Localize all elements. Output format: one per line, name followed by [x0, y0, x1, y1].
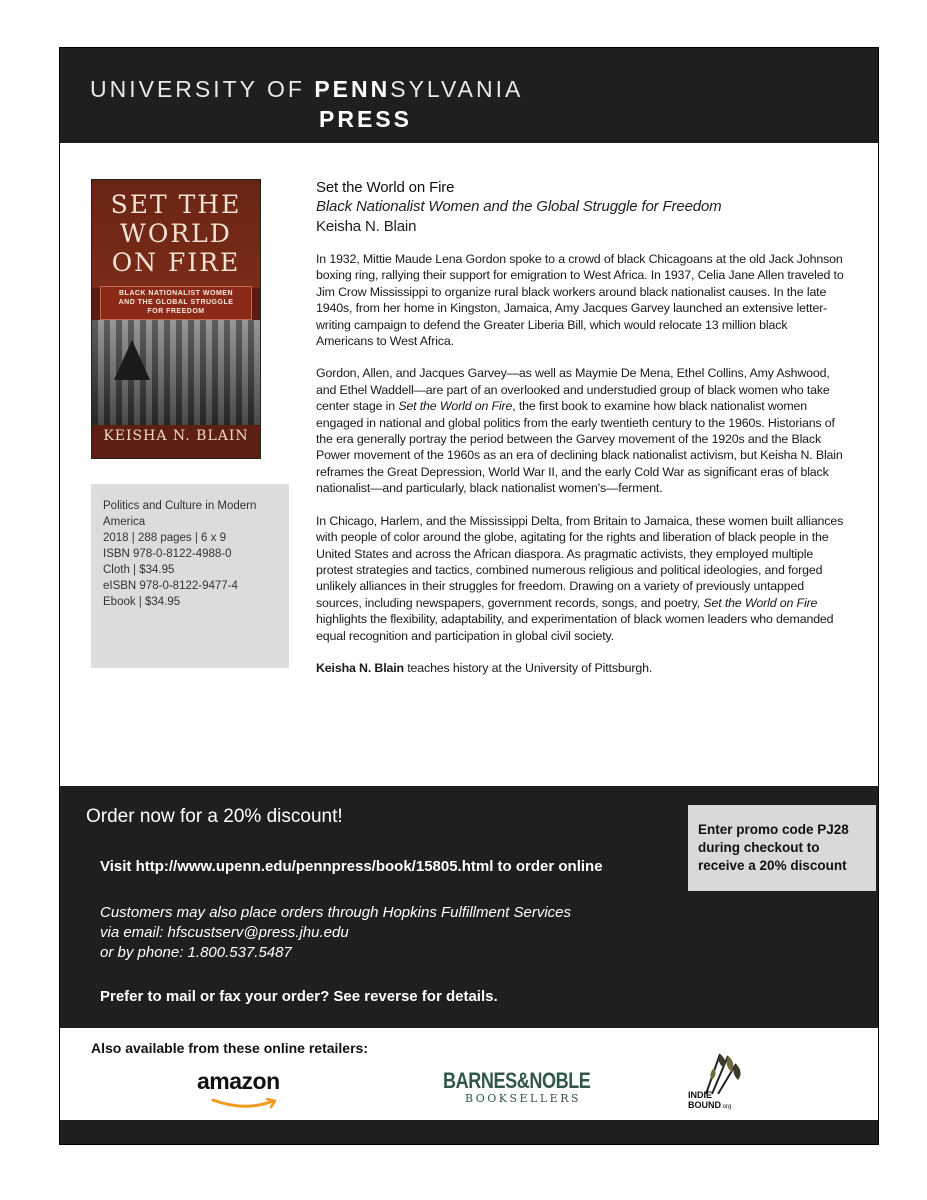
- publisher-name: [90, 76, 523, 103]
- paragraph-text: Gordon, Allen, and Jacques Garvey—as well as Maymie De Mena, Ethel Collins, Amy Ashwood, and Ethel Waddell—are part of an overlooked and understudied group of black women who take center stage in: [316, 366, 830, 414]
- paragraph-text: In Chicago, Harlem, and the Mississippi Delta, from Britain to Jamaica, these women built alliances with people of color around the globe, agitating for the rights and liberation of black people in the United States and across the African diaspora. As pragmatic activists, they employed multiple protest strategies and tactics, combined numerous religious and political ideologies, and forged unlikely alliances in their struggles for freedom. Drawing on a variety of previously untapped sources, including newspapers, government records, songs, and poetry,: [316, 513, 844, 610]
- paragraph-text: , the first book to examine how black nationalist women engaged in national and global politics from the early twentieth century to the 1960s. Historians of the era generally portray the period between the Garvey movement of the 1920s and the Black Power movement of the 1960s as an era of declining black nationalist activism, but Keisha N. Blain reframes the Great Depression, World War II, and the early Cold War as significant eras of black nationalist—and particularly, black nationalist women's—ferment.: [316, 399, 843, 496]
- order-url-line[interactable]: Visit http://www.upenn.edu/pennpress/book/15805.html to order online: [100, 858, 603, 875]
- promo-line: receive a 20% discount: [698, 858, 847, 873]
- cover-title-line: WORLD: [120, 219, 232, 248]
- cover-author: KEISHA N. BLAIN: [103, 428, 249, 444]
- book-subtitle: Black Nationalist Women and the Global Struggle for Freedom: [316, 198, 722, 215]
- order-section: [60, 786, 878, 1028]
- indiebound-suffix: .org: [721, 1104, 732, 1110]
- isbn: ISBN 978-0-8122-4988-0: [103, 548, 232, 560]
- publisher-name-part2: SYLVANIA: [390, 76, 524, 102]
- footer-bar: [60, 1120, 878, 1145]
- book-cover: [91, 179, 261, 459]
- amazon-wordmark: amazon: [197, 1068, 280, 1094]
- amazon-smile-icon: [211, 1098, 281, 1110]
- cover-subtitle-line: BLACK NATIONALIST WOMEN: [118, 290, 234, 297]
- book-title: Set the World on Fire: [316, 179, 455, 196]
- order-headline: Order now for a 20% discount!: [86, 806, 343, 827]
- pub-details: 2018 | 288 pages | 6 x 9: [103, 532, 226, 544]
- amazon-logo[interactable]: [197, 1068, 307, 1112]
- cover-subtitle: [101, 289, 251, 316]
- author-bio-name: Keisha N. Blain: [316, 660, 404, 675]
- promo-box: [688, 805, 876, 891]
- indiebound-wordmark: [688, 1090, 731, 1112]
- indiebound-logo[interactable]: [688, 1050, 748, 1112]
- promo-line: during checkout to: [698, 840, 820, 855]
- cover-title: [92, 190, 260, 277]
- cover-subtitle-line: AND THE GLOBAL STRUGGLE: [118, 299, 234, 306]
- retailers-section: [60, 1028, 878, 1120]
- order-email[interactable]: via email: hfscustserv@press.jhu.edu: [100, 924, 349, 941]
- indiebound-line1: INDIE: [688, 1090, 713, 1100]
- cover-subtitle-line: FOR FREEDOM: [147, 308, 205, 315]
- series-line2: America: [103, 516, 146, 528]
- barnes-noble-logo[interactable]: [443, 1068, 603, 1112]
- barnes-noble-wordmark: BARNES&NOBLE: [443, 1068, 591, 1093]
- paragraph-text: highlights the flexibility, adaptability, and experimentation of black women leaders who demanded equal recognition and participation in global civil society.: [316, 612, 834, 643]
- publisher-header: [60, 48, 878, 143]
- publisher-name-part1: UNIVERSITY OF: [90, 76, 315, 102]
- author-bio: [316, 660, 846, 676]
- publisher-name-bold: PENN: [314, 76, 391, 102]
- indiebound-bound: BOUND: [688, 1100, 721, 1110]
- eisbn: eISBN 978-0-8122-9477-4: [103, 580, 238, 592]
- order-alt-line: Customers may also place orders through Hopkins Fulfillment Services: [100, 904, 572, 921]
- ebook-price: Ebook | $34.95: [103, 596, 181, 608]
- barnes-noble-subtitle: BOOKSELLERS: [464, 1092, 582, 1105]
- description-paragraph-2: [316, 365, 846, 496]
- book-content: [316, 179, 846, 692]
- description-paragraph-3: [316, 513, 846, 644]
- book-details-box: [91, 484, 289, 668]
- cover-flag-graphic: [114, 340, 150, 380]
- promo-line: Enter promo code PJ28: [698, 822, 849, 837]
- cover-subtitle-band: [100, 286, 252, 320]
- indiebound-line2: [688, 1100, 731, 1112]
- order-mail-line: Prefer to mail or fax your order? See reverse for details.: [100, 988, 498, 1005]
- cloth-price: Cloth | $34.95: [103, 564, 175, 576]
- order-phone: or by phone: 1.800.537.5487: [100, 944, 292, 961]
- description-paragraph-1: In 1932, Mittie Maude Lena Gordon spoke to a crowd of black Chicagoans at the old Jack Johnson boxing ring, rallying their support for emigration to West Africa. In 1937, Celia Jane Allen traveled to Jim Crow Mississippi to organize rural black workers around black nationalist causes. In the late 1940s, from her home in Kingston, Jamaica, Amy Jacques Garvey launched an extensive letter-writing campaign to defend the Greater Liberia Bill, which would relocate 13 million black Americans to West Africa.: [316, 252, 844, 349]
- retailers-label: Also available from these online retailers:: [91, 1040, 368, 1056]
- book-title-italic: Set the World on Fire: [398, 399, 513, 414]
- book-author: Keisha N. Blain: [316, 218, 417, 235]
- publisher-press: PRESS: [319, 106, 412, 132]
- book-title-italic: Set the World on Fire: [703, 595, 818, 610]
- wheat-icon: [698, 1050, 744, 1094]
- cover-title-line: SET THE: [110, 190, 242, 219]
- flyer: [59, 47, 879, 1145]
- author-bio-text: teaches history at the University of Pittsburgh.: [403, 660, 653, 675]
- order-alt-contact: [100, 903, 571, 963]
- series-line1: Politics and Culture in Modern: [103, 500, 257, 512]
- cover-title-line: ON FIRE: [111, 248, 241, 277]
